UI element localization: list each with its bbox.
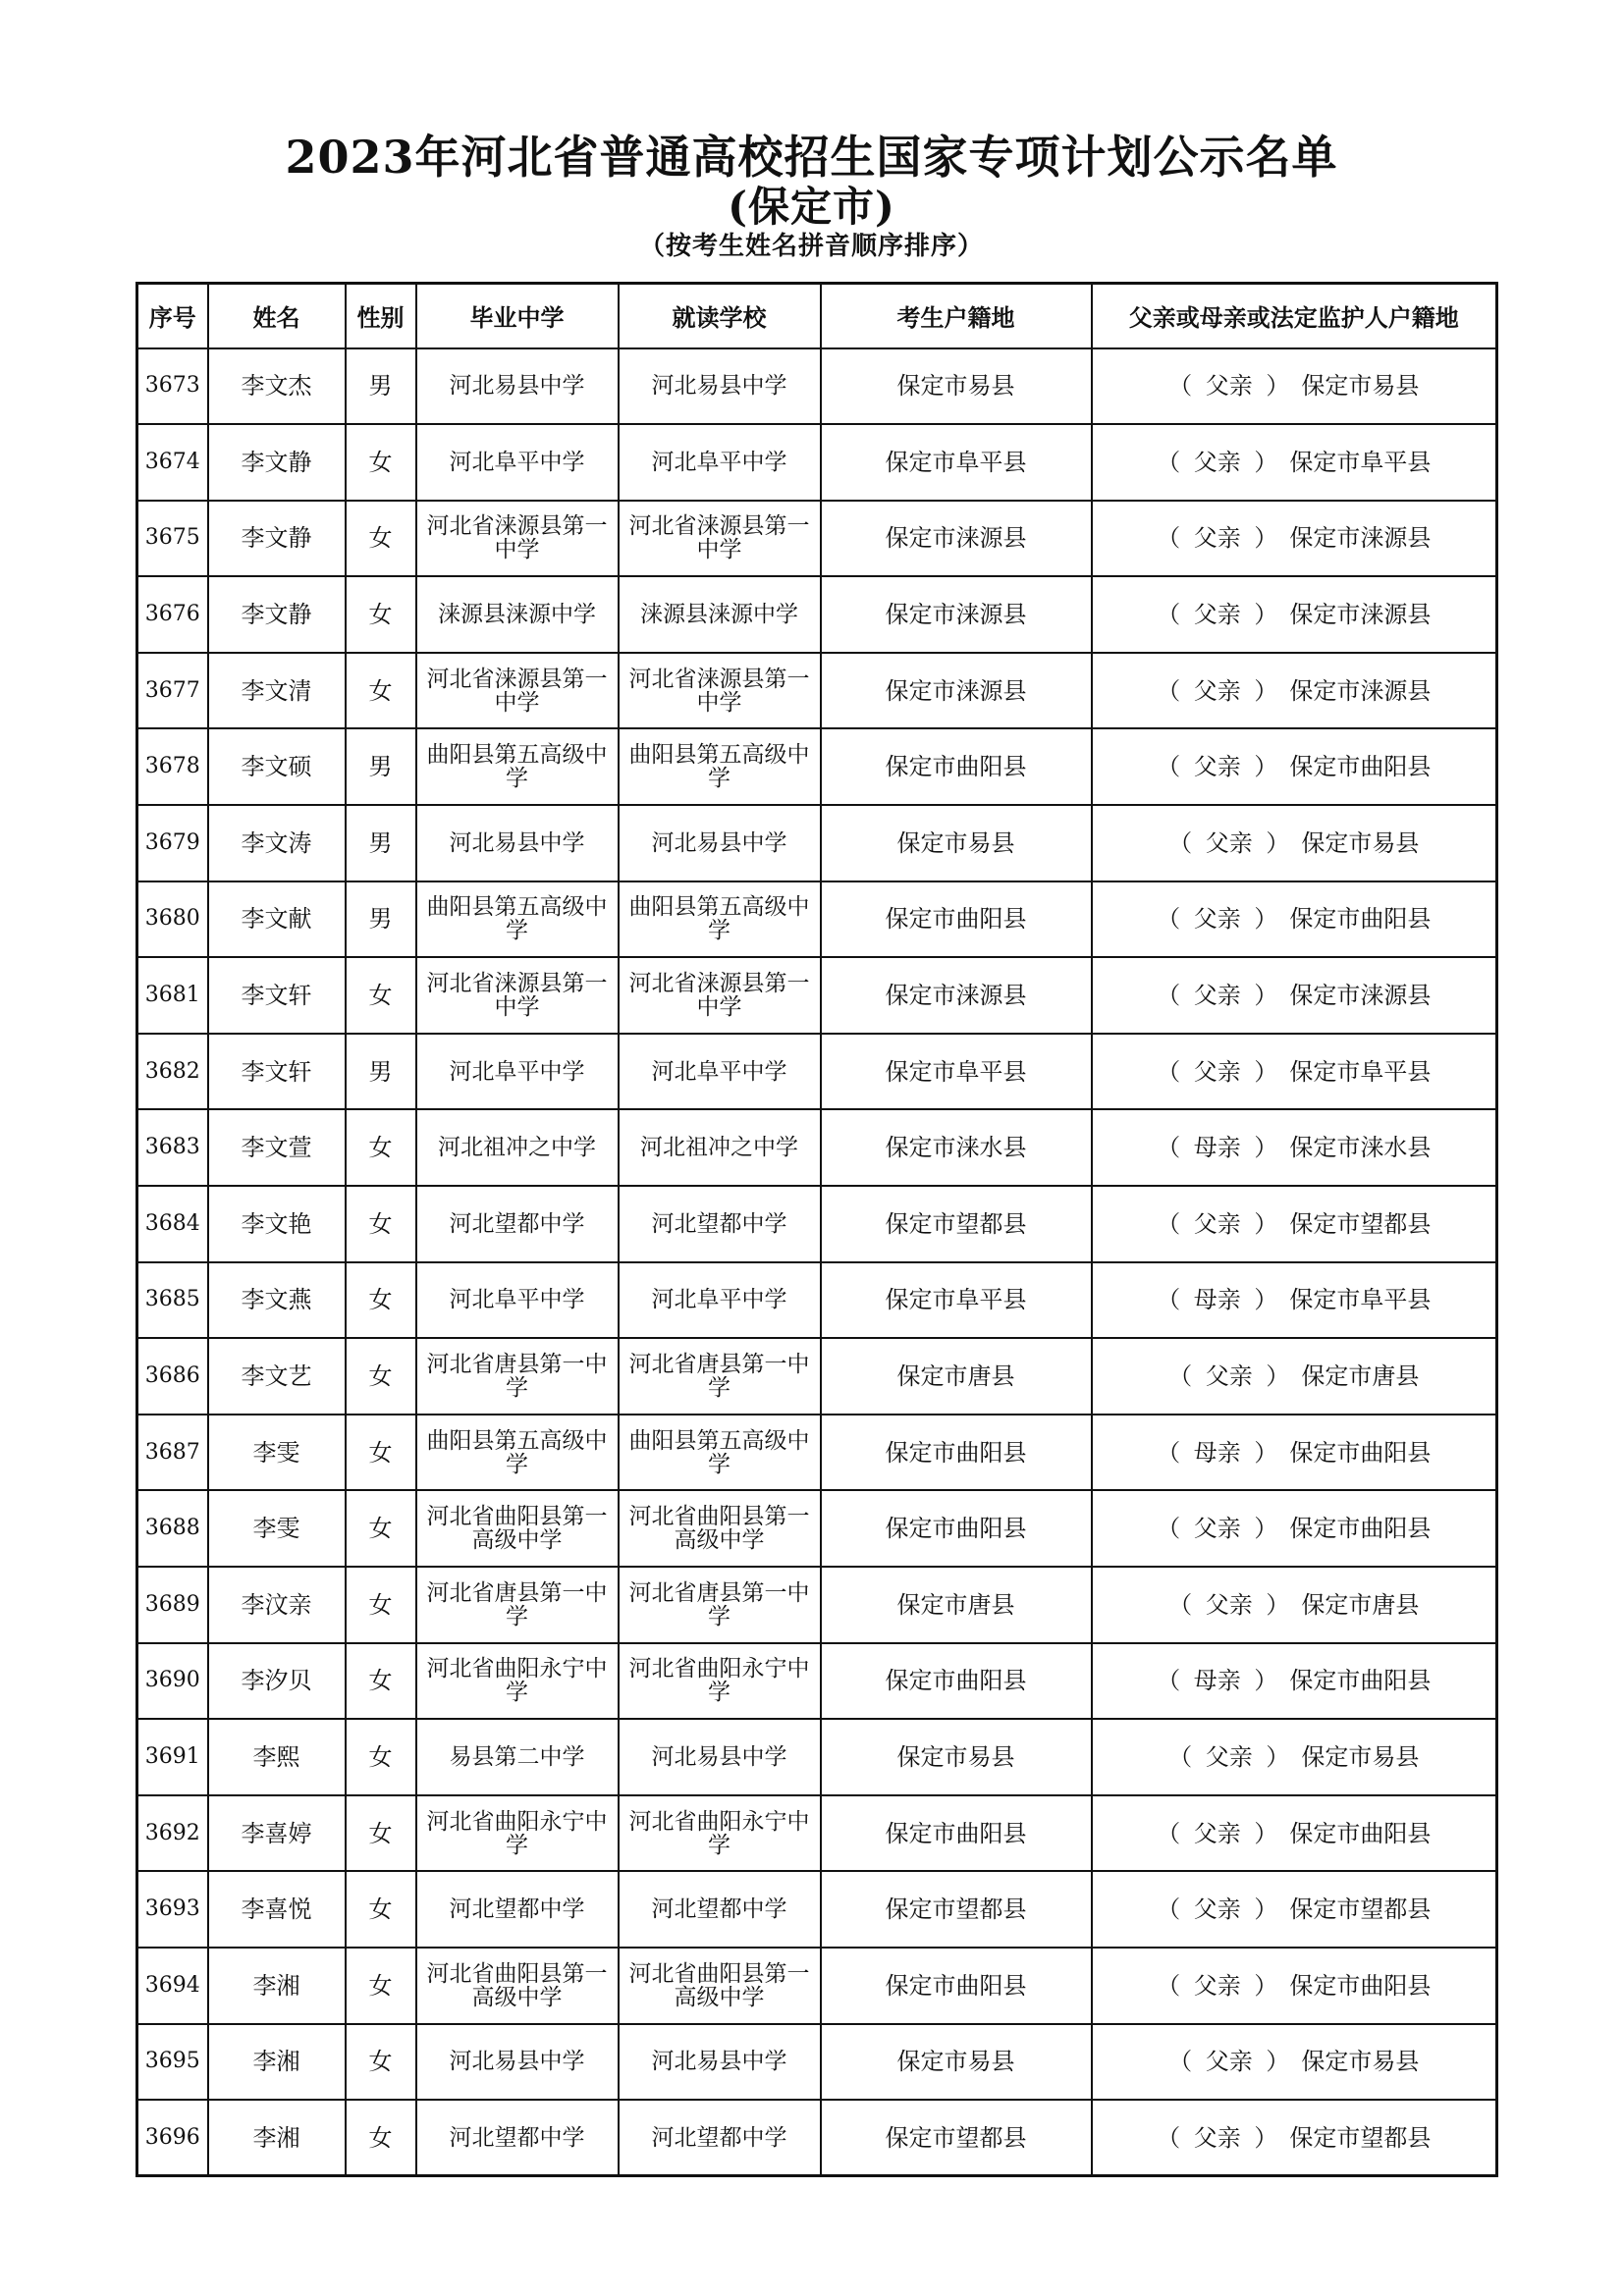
cell-grad-school: 曲阳县第五高级中学 bbox=[416, 728, 619, 805]
cell-guardian bbox=[1092, 576, 1497, 653]
table-row bbox=[137, 2100, 1497, 2176]
cell-name: 李文涛 bbox=[208, 805, 346, 881]
guardian-relation: （ 母亲 ） bbox=[1157, 1286, 1278, 1314]
cell-gender: 女 bbox=[346, 1871, 416, 1948]
guardian-relation: （ 母亲 ） bbox=[1157, 1667, 1278, 1695]
cell-hukou: 保定市涞源县 bbox=[821, 501, 1092, 577]
cell-name: 李喜悦 bbox=[208, 1871, 346, 1948]
cell-guardian bbox=[1092, 728, 1497, 805]
cell-grad-school: 涞源县涞源中学 bbox=[416, 576, 619, 653]
cell-current-school: 河北省涞源县第一中学 bbox=[619, 957, 821, 1034]
table-row bbox=[137, 1186, 1497, 1262]
cell-name: 李文清 bbox=[208, 653, 346, 729]
cell-seq: 3684 bbox=[137, 1186, 208, 1262]
cell-guardian bbox=[1092, 1643, 1497, 1720]
cell-gender: 女 bbox=[346, 1415, 416, 1491]
cell-guardian bbox=[1092, 2024, 1497, 2101]
cell-current-school: 河北望都中学 bbox=[619, 1871, 821, 1948]
cell-seq: 3689 bbox=[137, 1567, 208, 1643]
cell-current-school: 河北省唐县第一中学 bbox=[619, 1338, 821, 1415]
guardian-hukou: 保定市易县 bbox=[1301, 2048, 1420, 2076]
cell-guardian bbox=[1092, 1109, 1497, 1186]
column-header-seq: 序号 bbox=[137, 284, 208, 348]
table-row bbox=[137, 881, 1497, 958]
roster-table bbox=[135, 282, 1498, 2177]
sort-note: （按考生姓名拼音顺序排序） bbox=[638, 232, 984, 261]
cell-name: 李文杰 bbox=[208, 348, 346, 425]
cell-name: 李喜婷 bbox=[208, 1795, 346, 1872]
cell-current-school: 涞源县涞源中学 bbox=[619, 576, 821, 653]
table-row bbox=[137, 1262, 1497, 1339]
cell-current-school: 曲阳县第五高级中学 bbox=[619, 881, 821, 958]
cell-gender: 男 bbox=[346, 728, 416, 805]
cell-seq: 3690 bbox=[137, 1643, 208, 1720]
cell-hukou: 保定市曲阳县 bbox=[821, 1490, 1092, 1567]
cell-hukou: 保定市唐县 bbox=[821, 1338, 1092, 1415]
cell-grad-school: 河北阜平中学 bbox=[416, 424, 619, 501]
table-row bbox=[137, 1490, 1497, 1567]
cell-current-school: 河北省涞源县第一中学 bbox=[619, 653, 821, 729]
guardian-hukou: 保定市望都县 bbox=[1289, 1896, 1432, 1924]
cell-seq: 3673 bbox=[137, 348, 208, 425]
column-header-current-school: 就读学校 bbox=[619, 284, 821, 348]
guardian-relation: （ 父亲 ） bbox=[1168, 1742, 1290, 1771]
table-row bbox=[137, 2024, 1497, 2101]
table-row bbox=[137, 1338, 1497, 1415]
cell-grad-school: 河北祖冲之中学 bbox=[416, 1109, 619, 1186]
cell-hukou: 保定市易县 bbox=[821, 1719, 1092, 1795]
roster-body bbox=[137, 348, 1497, 2176]
cell-guardian bbox=[1092, 501, 1497, 577]
guardian-relation: （ 父亲 ） bbox=[1157, 1515, 1278, 1543]
cell-seq: 3682 bbox=[137, 1034, 208, 1110]
cell-grad-school: 河北阜平中学 bbox=[416, 1034, 619, 1110]
column-header-gender: 性别 bbox=[346, 284, 416, 348]
cell-gender: 女 bbox=[346, 1262, 416, 1339]
cell-seq: 3693 bbox=[137, 1871, 208, 1948]
cell-name: 李文轩 bbox=[208, 957, 346, 1034]
cell-guardian bbox=[1092, 881, 1497, 958]
cell-guardian bbox=[1092, 1719, 1497, 1795]
cell-guardian bbox=[1092, 1948, 1497, 2024]
cell-gender: 女 bbox=[346, 2100, 416, 2176]
cell-seq: 3679 bbox=[137, 805, 208, 881]
guardian-hukou: 保定市望都县 bbox=[1289, 2123, 1432, 2152]
cell-guardian bbox=[1092, 2100, 1497, 2176]
guardian-hukou: 保定市涞源县 bbox=[1289, 524, 1432, 553]
table-row bbox=[137, 957, 1497, 1034]
table-header-row bbox=[137, 284, 1497, 348]
cell-hukou: 保定市易县 bbox=[821, 805, 1092, 881]
cell-name: 李文萱 bbox=[208, 1109, 346, 1186]
cell-guardian bbox=[1092, 653, 1497, 729]
cell-name: 李湘 bbox=[208, 1948, 346, 2024]
cell-guardian bbox=[1092, 1415, 1497, 1491]
cell-gender: 女 bbox=[346, 957, 416, 1034]
cell-guardian bbox=[1092, 957, 1497, 1034]
cell-hukou: 保定市望都县 bbox=[821, 1871, 1092, 1948]
cell-gender: 女 bbox=[346, 1948, 416, 2024]
cell-hukou: 保定市阜平县 bbox=[821, 424, 1092, 501]
page-subtitle-city: (保定市) bbox=[728, 183, 895, 231]
cell-name: 李汐贝 bbox=[208, 1643, 346, 1720]
cell-grad-school: 曲阳县第五高级中学 bbox=[416, 881, 619, 958]
column-header-guardian-hukou: 父亲或母亲或法定监护人户籍地 bbox=[1092, 284, 1497, 348]
cell-guardian bbox=[1092, 1567, 1497, 1643]
cell-hukou: 保定市曲阳县 bbox=[821, 1948, 1092, 2024]
cell-grad-school: 曲阳县第五高级中学 bbox=[416, 1415, 619, 1491]
table-row bbox=[137, 1795, 1497, 1872]
cell-grad-school: 河北省曲阳永宁中学 bbox=[416, 1643, 619, 1720]
cell-current-school: 河北省曲阳县第一高级中学 bbox=[619, 1490, 821, 1567]
cell-current-school: 河北阜平中学 bbox=[619, 424, 821, 501]
cell-current-school: 河北阜平中学 bbox=[619, 1034, 821, 1110]
cell-hukou: 保定市涞源县 bbox=[821, 957, 1092, 1034]
table-row bbox=[137, 728, 1497, 805]
cell-current-school: 河北易县中学 bbox=[619, 1719, 821, 1795]
cell-seq: 3691 bbox=[137, 1719, 208, 1795]
cell-name: 李熙 bbox=[208, 1719, 346, 1795]
guardian-hukou: 保定市易县 bbox=[1301, 1742, 1420, 1771]
guardian-relation: （ 父亲 ） bbox=[1168, 828, 1290, 857]
guardian-hukou: 保定市曲阳县 bbox=[1289, 1515, 1432, 1543]
cell-seq: 3694 bbox=[137, 1948, 208, 2024]
cell-name: 李雯 bbox=[208, 1490, 346, 1567]
cell-current-school: 河北望都中学 bbox=[619, 2100, 821, 2176]
cell-grad-school: 河北易县中学 bbox=[416, 2024, 619, 2101]
cell-name: 李汶亲 bbox=[208, 1567, 346, 1643]
cell-grad-school: 河北省唐县第一中学 bbox=[416, 1338, 619, 1415]
guardian-relation: （ 父亲 ） bbox=[1157, 1209, 1278, 1238]
cell-name: 李文轩 bbox=[208, 1034, 346, 1110]
guardian-relation: （ 父亲 ） bbox=[1168, 1590, 1290, 1619]
cell-current-school: 河北省曲阳县第一高级中学 bbox=[619, 1948, 821, 2024]
cell-current-school: 河北易县中学 bbox=[619, 805, 821, 881]
cell-seq: 3687 bbox=[137, 1415, 208, 1491]
cell-hukou: 保定市望都县 bbox=[821, 1186, 1092, 1262]
guardian-hukou: 保定市涞源县 bbox=[1289, 982, 1432, 1010]
cell-name: 李文硕 bbox=[208, 728, 346, 805]
cell-current-school: 河北省曲阳永宁中学 bbox=[619, 1643, 821, 1720]
guardian-hukou: 保定市望都县 bbox=[1289, 1209, 1432, 1238]
cell-gender: 女 bbox=[346, 1109, 416, 1186]
cell-seq: 3676 bbox=[137, 576, 208, 653]
table-row bbox=[137, 1719, 1497, 1795]
guardian-hukou: 保定市曲阳县 bbox=[1289, 1819, 1432, 1847]
guardian-hukou: 保定市涞源县 bbox=[1289, 601, 1432, 629]
guardian-hukou: 保定市曲阳县 bbox=[1289, 905, 1432, 934]
guardian-relation: （ 父亲 ） bbox=[1157, 905, 1278, 934]
cell-current-school: 河北望都中学 bbox=[619, 1186, 821, 1262]
table-row bbox=[137, 805, 1497, 881]
cell-hukou: 保定市涞水县 bbox=[821, 1109, 1092, 1186]
cell-hukou: 保定市易县 bbox=[821, 348, 1092, 425]
guardian-relation: （ 父亲 ） bbox=[1157, 676, 1278, 705]
cell-gender: 男 bbox=[346, 348, 416, 425]
cell-guardian bbox=[1092, 1034, 1497, 1110]
cell-current-school: 河北易县中学 bbox=[619, 2024, 821, 2101]
cell-name: 李文燕 bbox=[208, 1262, 346, 1339]
table-row bbox=[137, 1567, 1497, 1643]
cell-gender: 女 bbox=[346, 1186, 416, 1262]
cell-gender: 男 bbox=[346, 881, 416, 958]
guardian-relation: （ 父亲 ） bbox=[1168, 1362, 1290, 1391]
cell-hukou: 保定市涞源县 bbox=[821, 576, 1092, 653]
cell-seq: 3678 bbox=[137, 728, 208, 805]
table-row bbox=[137, 1948, 1497, 2024]
cell-guardian bbox=[1092, 1795, 1497, 1872]
table-row bbox=[137, 1643, 1497, 1720]
cell-grad-school: 易县第二中学 bbox=[416, 1719, 619, 1795]
guardian-hukou: 保定市曲阳县 bbox=[1289, 1667, 1432, 1695]
guardian-hukou: 保定市阜平县 bbox=[1289, 1286, 1432, 1314]
cell-seq: 3680 bbox=[137, 881, 208, 958]
guardian-hukou: 保定市涞源县 bbox=[1289, 676, 1432, 705]
cell-seq: 3683 bbox=[137, 1109, 208, 1186]
cell-hukou: 保定市曲阳县 bbox=[821, 728, 1092, 805]
guardian-hukou: 保定市易县 bbox=[1301, 828, 1420, 857]
cell-gender: 女 bbox=[346, 2024, 416, 2101]
column-header-grad-school: 毕业中学 bbox=[416, 284, 619, 348]
page-title: 2023年河北省普通高校招生国家专项计划公示名单 bbox=[285, 131, 1338, 184]
cell-current-school: 曲阳县第五高级中学 bbox=[619, 1415, 821, 1491]
cell-gender: 女 bbox=[346, 1719, 416, 1795]
cell-seq: 3674 bbox=[137, 424, 208, 501]
cell-grad-school: 河北望都中学 bbox=[416, 1871, 619, 1948]
cell-gender: 女 bbox=[346, 653, 416, 729]
cell-seq: 3675 bbox=[137, 501, 208, 577]
table-row bbox=[137, 348, 1497, 425]
guardian-relation: （ 父亲 ） bbox=[1157, 1971, 1278, 2000]
cell-guardian bbox=[1092, 1490, 1497, 1567]
table-row bbox=[137, 1034, 1497, 1110]
cell-name: 李湘 bbox=[208, 2100, 346, 2176]
table-row bbox=[137, 1871, 1497, 1948]
guardian-hukou: 保定市唐县 bbox=[1301, 1362, 1420, 1391]
table-row bbox=[137, 653, 1497, 729]
cell-current-school: 河北阜平中学 bbox=[619, 1262, 821, 1339]
cell-seq: 3696 bbox=[137, 2100, 208, 2176]
cell-grad-school: 河北省涞源县第一中学 bbox=[416, 653, 619, 729]
cell-current-school: 曲阳县第五高级中学 bbox=[619, 728, 821, 805]
cell-hukou: 保定市曲阳县 bbox=[821, 881, 1092, 958]
guardian-hukou: 保定市易县 bbox=[1301, 372, 1420, 400]
guardian-relation: （ 父亲 ） bbox=[1157, 753, 1278, 781]
guardian-hukou: 保定市涞水县 bbox=[1289, 1134, 1432, 1162]
cell-name: 李文静 bbox=[208, 501, 346, 577]
cell-hukou: 保定市曲阳县 bbox=[821, 1795, 1092, 1872]
cell-grad-school: 河北阜平中学 bbox=[416, 1262, 619, 1339]
table-row bbox=[137, 1415, 1497, 1491]
cell-hukou: 保定市易县 bbox=[821, 2024, 1092, 2101]
cell-grad-school: 河北省涞源县第一中学 bbox=[416, 501, 619, 577]
cell-grad-school: 河北省涞源县第一中学 bbox=[416, 957, 619, 1034]
table-row bbox=[137, 1109, 1497, 1186]
cell-name: 李文静 bbox=[208, 424, 346, 501]
guardian-relation: （ 父亲 ） bbox=[1157, 1896, 1278, 1924]
cell-grad-school: 河北望都中学 bbox=[416, 2100, 619, 2176]
guardian-hukou: 保定市唐县 bbox=[1301, 1590, 1420, 1619]
cell-gender: 男 bbox=[346, 1034, 416, 1110]
guardian-hukou: 保定市曲阳县 bbox=[1289, 1971, 1432, 2000]
guardian-relation: （ 父亲 ） bbox=[1157, 1057, 1278, 1086]
cell-seq: 3686 bbox=[137, 1338, 208, 1415]
guardian-relation: （ 母亲 ） bbox=[1157, 1134, 1278, 1162]
cell-seq: 3685 bbox=[137, 1262, 208, 1339]
cell-seq: 3681 bbox=[137, 957, 208, 1034]
guardian-hukou: 保定市阜平县 bbox=[1289, 448, 1432, 476]
cell-gender: 女 bbox=[346, 424, 416, 501]
cell-current-school: 河北祖冲之中学 bbox=[619, 1109, 821, 1186]
cell-gender: 女 bbox=[346, 1643, 416, 1720]
guardian-hukou: 保定市曲阳县 bbox=[1289, 753, 1432, 781]
cell-gender: 女 bbox=[346, 1490, 416, 1567]
cell-name: 李文艺 bbox=[208, 1338, 346, 1415]
guardian-relation: （ 父亲 ） bbox=[1157, 2123, 1278, 2152]
cell-hukou: 保定市阜平县 bbox=[821, 1262, 1092, 1339]
cell-guardian bbox=[1092, 1338, 1497, 1415]
cell-grad-school: 河北易县中学 bbox=[416, 805, 619, 881]
cell-gender: 女 bbox=[346, 1795, 416, 1872]
guardian-hukou: 保定市阜平县 bbox=[1289, 1057, 1432, 1086]
cell-grad-school: 河北省唐县第一中学 bbox=[416, 1567, 619, 1643]
cell-hukou: 保定市阜平县 bbox=[821, 1034, 1092, 1110]
cell-hukou: 保定市望都县 bbox=[821, 2100, 1092, 2176]
cell-guardian bbox=[1092, 1262, 1497, 1339]
cell-grad-school: 河北省曲阳永宁中学 bbox=[416, 1795, 619, 1872]
cell-name: 李文献 bbox=[208, 881, 346, 958]
cell-guardian bbox=[1092, 1871, 1497, 1948]
cell-gender: 女 bbox=[346, 1338, 416, 1415]
cell-name: 李雯 bbox=[208, 1415, 346, 1491]
cell-guardian bbox=[1092, 348, 1497, 425]
cell-guardian bbox=[1092, 424, 1497, 501]
cell-hukou: 保定市涞源县 bbox=[821, 653, 1092, 729]
cell-guardian bbox=[1092, 1186, 1497, 1262]
cell-seq: 3695 bbox=[137, 2024, 208, 2101]
cell-current-school: 河北省唐县第一中学 bbox=[619, 1567, 821, 1643]
cell-name: 李文艳 bbox=[208, 1186, 346, 1262]
guardian-relation: （ 父亲 ） bbox=[1157, 524, 1278, 553]
table-row bbox=[137, 424, 1497, 501]
cell-seq: 3688 bbox=[137, 1490, 208, 1567]
cell-seq: 3677 bbox=[137, 653, 208, 729]
cell-hukou: 保定市唐县 bbox=[821, 1567, 1092, 1643]
cell-hukou: 保定市曲阳县 bbox=[821, 1415, 1092, 1491]
guardian-relation: （ 父亲 ） bbox=[1157, 601, 1278, 629]
cell-grad-school: 河北易县中学 bbox=[416, 348, 619, 425]
cell-grad-school: 河北望都中学 bbox=[416, 1186, 619, 1262]
guardian-relation: （ 父亲 ） bbox=[1157, 1819, 1278, 1847]
table-row bbox=[137, 501, 1497, 577]
cell-hukou: 保定市曲阳县 bbox=[821, 1643, 1092, 1720]
column-header-name: 姓名 bbox=[208, 284, 346, 348]
cell-gender: 女 bbox=[346, 1567, 416, 1643]
cell-current-school: 河北省涞源县第一中学 bbox=[619, 501, 821, 577]
cell-current-school: 河北省曲阳永宁中学 bbox=[619, 1795, 821, 1872]
cell-name: 李湘 bbox=[208, 2024, 346, 2101]
guardian-hukou: 保定市曲阳县 bbox=[1289, 1438, 1432, 1467]
guardian-relation: （ 父亲 ） bbox=[1168, 372, 1290, 400]
cell-guardian bbox=[1092, 805, 1497, 881]
column-header-hukou: 考生户籍地 bbox=[821, 284, 1092, 348]
cell-grad-school: 河北省曲阳县第一高级中学 bbox=[416, 1948, 619, 2024]
table-row bbox=[137, 576, 1497, 653]
cell-gender: 男 bbox=[346, 805, 416, 881]
cell-current-school: 河北易县中学 bbox=[619, 348, 821, 425]
guardian-relation: （ 母亲 ） bbox=[1157, 1438, 1278, 1467]
cell-grad-school: 河北省曲阳县第一高级中学 bbox=[416, 1490, 619, 1567]
guardian-relation: （ 父亲 ） bbox=[1157, 448, 1278, 476]
cell-gender: 女 bbox=[346, 501, 416, 577]
guardian-relation: （ 父亲 ） bbox=[1157, 982, 1278, 1010]
guardian-relation: （ 父亲 ） bbox=[1168, 2048, 1290, 2076]
cell-name: 李文静 bbox=[208, 576, 346, 653]
cell-seq: 3692 bbox=[137, 1795, 208, 1872]
cell-gender: 女 bbox=[346, 576, 416, 653]
